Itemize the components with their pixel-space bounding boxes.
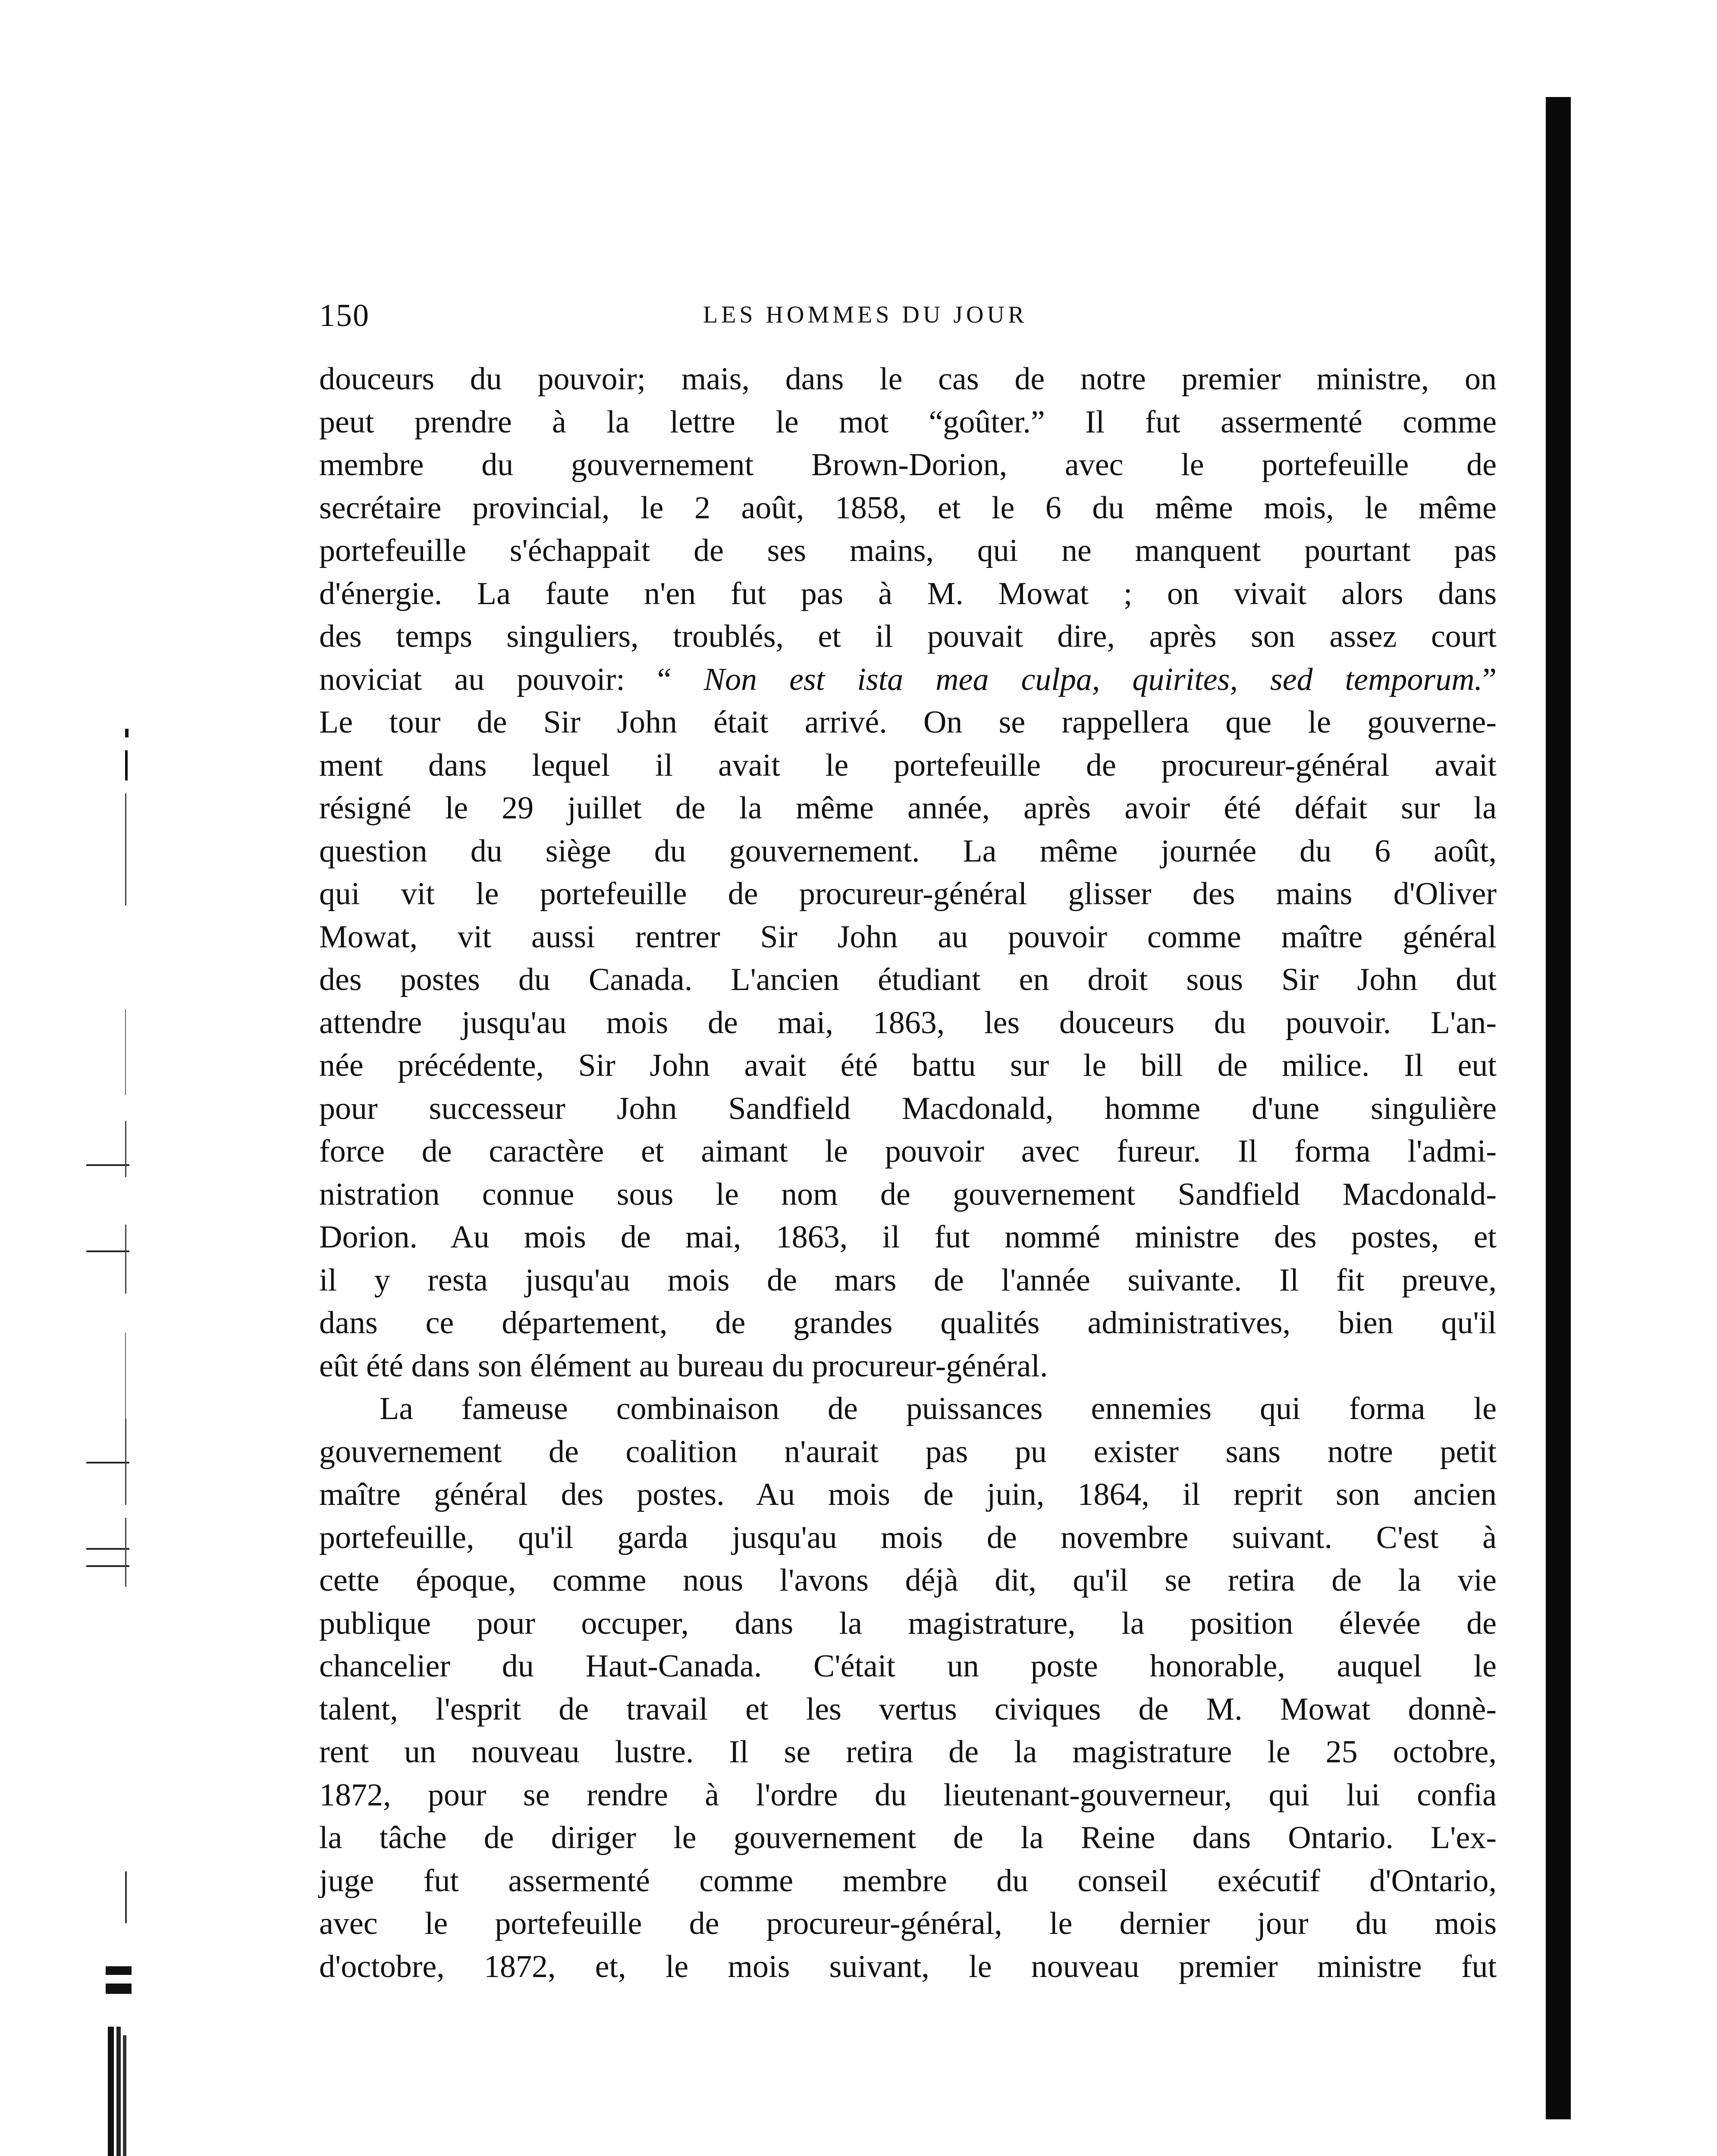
text-line-lead: noviciat au pouvoir: “ — [319, 661, 672, 697]
scan-bottom-noise — [108, 2139, 1660, 2156]
text-line: chancelier du Haut-Canada. C'était un poste honorable, auquel le — [319, 1648, 1497, 1684]
text-line: 1872, pour se rendre à l'ordre du lieutenant-gouverneur, qui lui confia — [319, 1777, 1497, 1813]
text-line: secrétaire provincial, le 2 août, 1858, et le 6 du même mois, le même — [319, 490, 1497, 526]
text-line: Dorion. Au mois de mai, 1863, il fut nommé ministre des postes, et — [319, 1219, 1497, 1255]
text-line: Le tour de Sir John était arrivé. On se rappellera que le gouverne- — [319, 705, 1497, 740]
latin-quote: Non est ista mea culpa, quirites, sed temporum. — [703, 661, 1483, 697]
text-line: juge fut assermenté comme membre du conseil exécutif d'Ontario, — [319, 1863, 1497, 1899]
text-line: des postes du Canada. L'ancien étudiant en droit sous Sir John dut — [319, 962, 1497, 997]
text-line: résigné le 29 juillet de la même année, après avoir été défait sur la — [319, 790, 1497, 826]
text-line: pour successeur John Sandfield Macdonald, homme d'une singulière — [319, 1091, 1497, 1126]
text-line: La fameuse combinaison de puissances ennemies qui forma le — [380, 1391, 1497, 1426]
text-line: force de caractère et aimant le pouvoir avec fureur. Il forma l'admi- — [319, 1134, 1497, 1169]
page-number: 150 — [319, 298, 370, 333]
page-header — [319, 298, 1497, 336]
text-line: maître général des postes. Au mois de juin, 1864, il reprit son ancien — [319, 1477, 1497, 1512]
text-line: née précédente, Sir John avait été battu sur le bill de milice. Il eut — [319, 1048, 1497, 1083]
text-line: rent un nouveau lustre. Il se retira de la magistrature le 25 octobre, — [319, 1734, 1497, 1770]
scan-margin-marks — [82, 707, 138, 2156]
text-line: publique pour occuper, dans la magistrature, la position élevée de — [319, 1605, 1497, 1641]
text-line: avec le portefeuille de procureur-général, le dernier jour du mois — [319, 1906, 1497, 1941]
text-line: la tâche de diriger le gouvernement de la Reine dans Ontario. L'ex- — [319, 1820, 1497, 1855]
text-line: gouvernement de coalition n'aurait pas pu exister sans notre petit — [319, 1434, 1497, 1470]
text-line: dans ce département, de grandes qualités administratives, bien qu'il — [319, 1305, 1497, 1341]
scan-edge-bar — [1546, 97, 1571, 2119]
text-line: il y resta jusqu'au mois de mars de l'année suivante. Il fit preuve, — [319, 1262, 1497, 1298]
text-line: peut prendre à la lettre le mot “goûter.” Il fut assermenté comme — [319, 404, 1497, 440]
text-line: qui vit le portefeuille de procureur-général glisser des mains d'Oliver — [319, 876, 1497, 912]
text-line-with-quote — [319, 658, 1497, 702]
text-line: attendre jusqu'au mois de mai, 1863, les douceurs du pouvoir. L'an- — [319, 1005, 1497, 1040]
text-line: question du siège du gouvernement. La même journée du 6 août, — [319, 833, 1497, 869]
text-line: d'énergie. La faute n'en fut pas à M. Mowat ; on vivait alors dans — [319, 576, 1497, 611]
text-line: eût été dans son élément au bureau du procureur-général. — [319, 1348, 1048, 1384]
text-line: portefeuille, qu'il garda jusqu'au mois de novembre suivant. C'est à — [319, 1520, 1497, 1555]
text-line: d'octobre, 1872, et, le mois suivant, le nouveau premier ministre fut — [319, 1949, 1497, 1984]
paragraph-2 — [319, 1388, 1497, 1988]
text-line: nistration connue sous le nom de gouvernement Sandfield Macdonald- — [319, 1176, 1497, 1212]
text-line: douceurs du pouvoir; mais, dans le cas de notre premier ministre, on — [319, 361, 1497, 397]
body-text — [319, 358, 1497, 1988]
text-line: Mowat, vit aussi rentrer Sir John au pouvoir comme maître général — [319, 919, 1497, 955]
paragraph-1 — [319, 358, 1497, 1388]
text-line: talent, l'esprit de travail et les vertus civiques de M. Mowat donnè- — [319, 1691, 1497, 1727]
text-line: des temps singuliers, troublés, et il pouvait dire, après son assez court — [319, 619, 1497, 654]
running-head: LES HOMMES DU JOUR — [703, 301, 1028, 328]
text-line: portefeuille s'échappait de ses mains, qui ne manquent pourtant pas — [319, 533, 1497, 568]
quote-close: ” — [1482, 661, 1497, 697]
text-line: cette époque, comme nous l'avons déjà dit, qu'il se retira de la vie — [319, 1563, 1497, 1598]
text-line: ment dans lequel il avait le portefeuille de procureur-général avait — [319, 747, 1497, 783]
text-line: membre du gouvernement Brown-Dorion, avec le portefeuille de — [319, 447, 1497, 483]
